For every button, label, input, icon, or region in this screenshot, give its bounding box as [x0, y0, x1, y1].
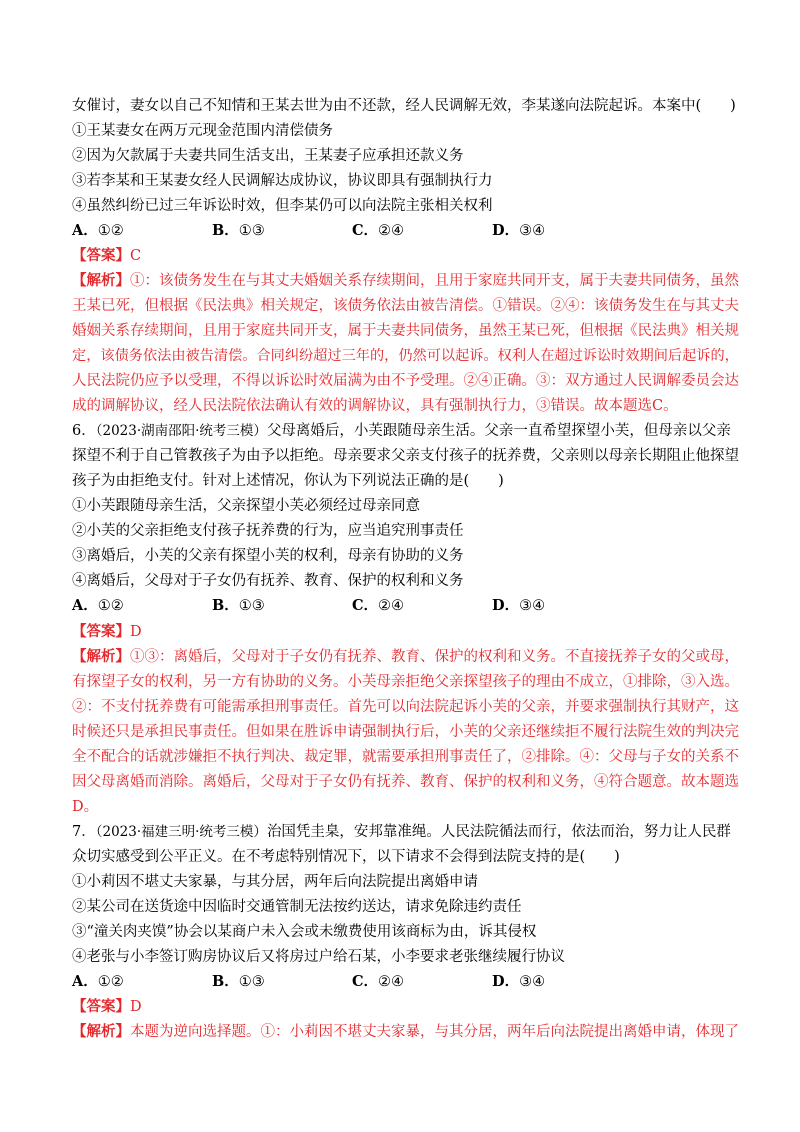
q5-item-3: ③若李某和王某妻女经人民调解达成协议，协议即具有强制执行力	[72, 173, 493, 189]
q6-analysis-line-1: 【解析】①③：离婚后，父母对于子女仍有抚养、教育、保护的权利和义务。不直接抚养子女的父或母，	[72, 648, 739, 665]
q5-stem-tail: 女催讨，妻女以自己不知情和王某去世为由不还款，经人民调解无效，李某遂向法院起诉。本案中( )	[72, 98, 736, 114]
q7-item-2: ②某公司在送货途中因临时交通管制无法按约送达，请求免除违约责任	[72, 899, 522, 915]
q6-analysis-line-5: 全不配合的话就涉嫌拒不执行判决、裁定罪，就需要承担刑事责任了，②排除。④：父母与子女的关系不	[72, 749, 739, 765]
q6-answer: 【答案】D	[72, 623, 142, 640]
q6-stem-line-3: 孩子为由拒绝支付。针对上述情况，你认为下列说法正确的是( )	[72, 473, 504, 489]
q7-answer: 【答案】D	[72, 998, 142, 1015]
q6-stem-line-2: 探望不利于自己管教孩子为由予以拒绝。母亲要求父亲支付孩子的抚养费，父亲则以母亲长期阻止他探望	[72, 448, 739, 464]
q6-analysis-line-2: 有探望子女的权利，另一方有协助的义务。小芙母亲拒绝父亲探望孩子的理由不成立，①排除，③入选。	[72, 674, 739, 690]
q5-item-4: ④虽然纠纷已过三年诉讼时效，但李某仍可以向法院主张相关权利	[72, 198, 493, 214]
q6-stem-line-1: 6．（2023·湖南邵阳·统考三模）父母离婚后，小芙跟随母亲生活。父亲一直希望探望小芙，但母亲以父亲	[72, 423, 731, 439]
q6-option-a: A．①②	[72, 597, 124, 614]
q6-analysis-line-4: 时候还只是承担民事责任。但如果在胜诉申请强制执行后，小芙的父亲还继续拒不履行法院生效的判决完	[72, 724, 739, 740]
q5-analysis-line-2: 王某已死，但根据《民法典》相关规定，该债务依法由被告清偿。①错误。②④：该债务发生在与其丈夫	[72, 298, 739, 314]
q6-item-1: ①小芙跟随母亲生活，父亲探望小芙必须经过母亲同意	[72, 498, 420, 514]
q5-analysis-line-3: 婚姻关系存续期间，且用于家庭共同开支，属于夫妻共同债务，虽然王某已死，但根据《民法典》相关规	[72, 323, 739, 339]
q6-item-3: ③离婚后，小芙的父亲有探望小芙的权利，母亲有协助的义务	[72, 548, 464, 564]
q5-option-b: B．①③	[212, 222, 265, 239]
q5-option-a: A．①②	[72, 222, 124, 239]
q6-analysis-line-3: ②：不支付抚养费有可能需承担刑事责任。首先可以向法院起诉小芙的父亲，并要求强制执行其财产，这	[72, 699, 739, 715]
q6-item-4: ④离婚后，父母对于子女仍有抚养、教育、保护的权利和义务	[72, 573, 464, 589]
q5-analysis-line-1: 【解析】①：该债务发生在与其丈夫婚姻关系存续期间，且用于家庭共同开支，属于夫妻共同债务，虽然	[72, 272, 739, 289]
q5-item-1: ①王某妻女在两万元现金范围内清偿债务	[72, 123, 333, 139]
q7-item-3: ③“潼关肉夹馍”协会以某商户未入会或未缴费使用该商标为由，诉其侵权	[72, 924, 537, 940]
q5-answer: 【答案】C	[72, 247, 142, 264]
q6-option-c: C．②④	[352, 597, 405, 614]
q5-item-2: ②因为欠款属于夫妻共同生活支出，王某妻子应承担还款义务	[72, 148, 464, 164]
q5-analysis-line-6: 成的调解协议，经人民法院依法确认有效的调解协议，具有强制执行力，③错误。故本题选C。	[72, 398, 678, 414]
q7-stem-line-1: 7．（2023·福建三明·统考三模）治国凭圭臬，安邦靠准绳。人民法院循法而行，依法而治，努力让人民群	[72, 824, 731, 840]
q5-option-d: D．③④	[492, 222, 546, 239]
q7-option-a: A．①②	[72, 973, 124, 990]
q7-analysis-line-1: 【解析】本题为逆向选择题。①：小莉因不堪丈夫家暴，与其分居，两年后向法院提出离婚申请，体现了	[72, 1023, 739, 1040]
q7-option-d: D．③④	[492, 973, 546, 990]
q6-option-d: D．③④	[492, 597, 546, 614]
q7-option-c: C．②④	[352, 973, 405, 990]
q7-stem-line-2: 众切实感受到公平正义。在不考虑特别情况下，以下请求不会得到法院支持的是( )	[72, 849, 620, 865]
q6-option-b: B．①③	[212, 597, 265, 614]
q7-option-b: B．①③	[212, 973, 265, 990]
q6-item-2: ②小芙的父亲拒绝支付孩子抚养费的行为，应当追究刑事责任	[72, 523, 464, 539]
q7-item-4: ④老张与小李签订购房协议后又将房过户给石某，小李要求老张继续履行协议	[72, 949, 565, 965]
q6-analysis-line-7: D。	[72, 799, 99, 815]
q5-option-c: C．②④	[352, 222, 405, 239]
q6-analysis-line-6: 因父母离婚而消除。离婚后，父母对于子女仍有抚养、教育、保护的权利和义务，④符合题意。故本题选	[72, 774, 739, 790]
q5-analysis-line-5: 人民法院仍应予以受理，不得以诉讼时效届满为由不予受理。②④正确。③：双方通过人民调解委员会达	[72, 373, 739, 389]
q5-analysis-line-4: 定，该债务依法由被告清偿。合同纠纷超过三年的，仍然可以起诉。权利人在超过诉讼时效期间后起诉的，	[72, 348, 739, 364]
q7-item-1: ①小莉因不堪丈夫家暴，与其分居，两年后向法院提出离婚申请	[72, 874, 478, 890]
